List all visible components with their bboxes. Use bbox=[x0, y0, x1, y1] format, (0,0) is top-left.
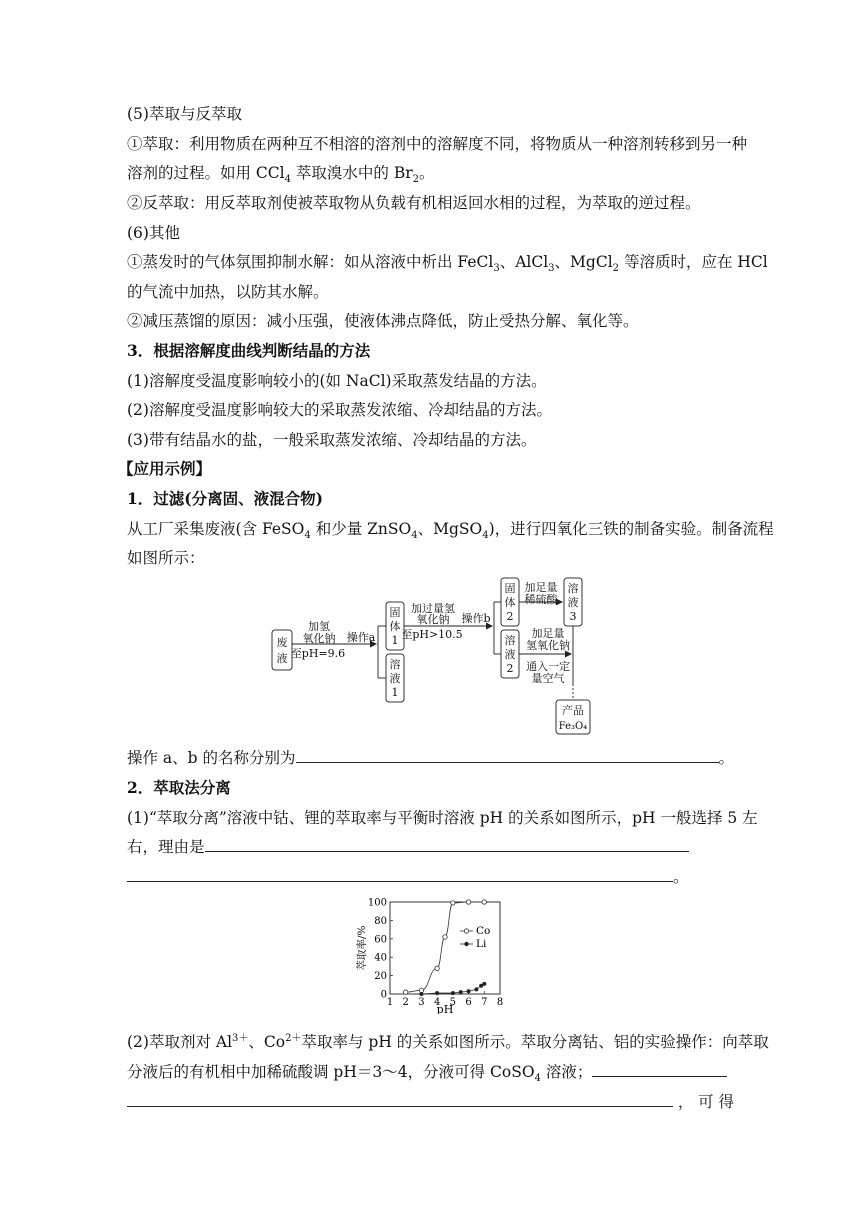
question-1-prompt: 操作 a、b 的名称分别为 。 bbox=[127, 749, 735, 767]
question-1-text-line2: 如图所示： bbox=[127, 549, 205, 567]
evaporation-line1: ①蒸发时的气体氛围抑制水解：如从溶液中析出 FeCl$_3$、AlCl$_3$、MgCl$_2$ 等溶质时，应在 HCl bbox=[127, 253, 768, 275]
back-extraction-definition: ②反萃取：用反萃取剂使被萃取物从负载有机相返回水相的过程，为萃取的逆过程。 bbox=[127, 194, 701, 212]
co-point-5 bbox=[466, 900, 470, 904]
x-tick-label-7: 7 bbox=[481, 997, 488, 1008]
step1-top-2: 氧化钠 bbox=[302, 632, 336, 645]
li-point-2 bbox=[451, 991, 455, 995]
answer-blank-q2-1a[interactable] bbox=[205, 837, 689, 852]
solution2-label-2: 液 bbox=[504, 648, 516, 661]
section-3-heading: 3．根据溶解度曲线判断结晶的方法 bbox=[127, 341, 371, 360]
step1-top-1: 加氢 bbox=[308, 620, 330, 633]
y-tick-label-20: 20 bbox=[374, 971, 387, 983]
extraction-rate-chart bbox=[350, 892, 510, 1014]
solution3-label-1: 溶 bbox=[567, 582, 579, 595]
solution2-label-1: 溶 bbox=[504, 634, 516, 647]
x-tick-label-6: 6 bbox=[465, 997, 472, 1008]
x-axis-label: pH bbox=[436, 1003, 454, 1014]
solution3-label-2: 液 bbox=[567, 596, 579, 609]
x-tick-label-2: 2 bbox=[402, 997, 409, 1008]
series-co-line bbox=[406, 902, 485, 992]
solution1-label-3: 1 bbox=[391, 686, 399, 699]
solution2-label-3: 2 bbox=[506, 662, 514, 675]
y-tick-label-80: 80 bbox=[374, 915, 387, 927]
co-point-4 bbox=[451, 901, 455, 905]
x-tick-label-5: 5 bbox=[449, 997, 457, 1008]
answer-blank-q1[interactable] bbox=[296, 748, 719, 763]
evaporation-line2: 的气流中加热，以防其水解。 bbox=[127, 283, 329, 301]
x-tick-label-3: 3 bbox=[418, 997, 425, 1008]
li-point-0 bbox=[419, 992, 423, 996]
waste-label-2: 液 bbox=[276, 652, 288, 665]
y-tick-label-40: 40 bbox=[374, 952, 387, 964]
question-2-1-line3: 。 bbox=[127, 867, 689, 887]
question-2-1-line1: (1)“萃取分离”溶液中钴、锂的萃取率与平衡时溶液 pH 的关系如图所示，pH 一般选择 5 左 bbox=[127, 809, 758, 827]
solution1-label-2: 液 bbox=[389, 672, 401, 685]
question-2-2-line3: ， 可 得 bbox=[127, 1092, 734, 1112]
y-axis-label: 萃取率/% bbox=[356, 925, 368, 971]
crystallization-item-2: (2)溶解度受温度影响较大的采取蒸发浓缩、冷却结晶的方法。 bbox=[127, 401, 552, 419]
question-2-2-line2: 分液后的有机相中加稀硫酸调 pH＝3～4，分液可得 CoSO$_4$ 溶液； bbox=[127, 1062, 727, 1082]
co-point-3 bbox=[443, 935, 447, 939]
waste-label-1: 废 bbox=[276, 636, 288, 649]
solution1-label-1: 溶 bbox=[389, 658, 401, 671]
solution3-label-3: 3 bbox=[569, 610, 577, 623]
y-tick-label-60: 60 bbox=[374, 934, 387, 946]
question-2-2-line1: (2)萃取剂对 $Al^{3+}$、$Co^{2+}$萃取率与 pH 的关系如图所示。萃取分离钴、铝的实验操作：向萃取 bbox=[127, 1032, 769, 1051]
product-label: 产品 bbox=[562, 704, 584, 717]
answer-blank-q2-1b[interactable] bbox=[127, 867, 673, 882]
step2-top-2: 氧化钠 bbox=[416, 613, 450, 626]
crystallization-item-1: (1)溶解度受温度影响较小的(如 NaCl)采取蒸发结晶的方法。 bbox=[127, 372, 547, 390]
solid2-label-3: 2 bbox=[506, 610, 514, 623]
solid1-label-3: 1 bbox=[391, 634, 399, 647]
step2-top-1: 加过量氢 bbox=[411, 602, 455, 615]
answer-blank-q2-2a[interactable] bbox=[592, 1062, 727, 1077]
solid1-label-1: 固 bbox=[389, 606, 401, 619]
x-tick-label-4: 4 bbox=[433, 997, 441, 1008]
answer-blank-q2-2b[interactable] bbox=[127, 1092, 673, 1107]
reduced-pressure-distillation: ②减压蒸馏的原因：减小压强，使液体沸点降低，防止受热分解、氧化等。 bbox=[127, 312, 639, 330]
question-1-heading: 1．过滤(分离固、液混合物) bbox=[127, 489, 323, 508]
extraction-definition-line1: ①萃取：利用物质在两种互不相溶的溶剂中的溶解度不同，将物质从一种溶剂转移到另一种 bbox=[127, 135, 748, 153]
solid2-label-1: 固 bbox=[504, 582, 516, 595]
x-tick-label-8: 8 bbox=[496, 997, 504, 1008]
operation-b-label: 操作b bbox=[461, 612, 491, 625]
step5-2: 量空气 bbox=[531, 672, 565, 685]
co-point-0 bbox=[404, 990, 408, 994]
li-point-1 bbox=[435, 991, 439, 995]
legend-li: Li bbox=[476, 938, 487, 950]
step2-bottom: 至pH>10.5 bbox=[401, 628, 463, 641]
li-point-5 bbox=[474, 987, 478, 991]
solid1-label-2: 体 bbox=[389, 620, 401, 633]
section-5-heading: (5)萃取与反萃取 bbox=[127, 105, 242, 123]
step3-1: 加足量 bbox=[524, 581, 558, 594]
question-1-text-line1: 从工厂采集废液(含 FeSO$_4$ 和少量 ZnSO$_4$、MgSO$_4$)，进行四氧化三铁的制备实验。制备流程 bbox=[127, 520, 774, 542]
co-point-6 bbox=[482, 900, 486, 904]
legend bbox=[460, 925, 490, 950]
solid2-label-2: 体 bbox=[504, 596, 516, 609]
li-point-3 bbox=[459, 990, 463, 994]
y-tick-label-100: 100 bbox=[367, 897, 387, 909]
step5-1: 通入一定 bbox=[526, 660, 570, 673]
y-tick-label-0: 0 bbox=[380, 989, 387, 1001]
preparation-flow-diagram bbox=[268, 574, 598, 738]
step1-bottom: 至pH=9.6 bbox=[290, 647, 346, 660]
x-tick-label-1: 1 bbox=[386, 997, 394, 1008]
question-2-1-line2: 右，理由是 bbox=[127, 837, 689, 857]
co-point-2 bbox=[435, 966, 439, 970]
step4-2: 氢氧化钠 bbox=[526, 639, 570, 652]
product-formula: Fe₃O₄ bbox=[558, 721, 588, 732]
step3-2: 稀硫酸 bbox=[524, 593, 558, 606]
question-2-heading: 2．萃取法分离 bbox=[127, 778, 231, 797]
example-heading: 【应用示例】 bbox=[118, 459, 212, 478]
operation-a-label: 操作a bbox=[346, 631, 376, 644]
extraction-definition-line2: 溶剂的过程。如用 CCl$_4$ 萃取溴水中的 $Br_2$。 bbox=[127, 164, 435, 186]
section-6-heading: (6)其他 bbox=[127, 224, 180, 242]
li-point-7 bbox=[482, 982, 486, 986]
li-point-4 bbox=[467, 989, 471, 993]
step4-1: 加足量 bbox=[531, 627, 565, 640]
legend-co: Co bbox=[476, 925, 491, 937]
co-point-1 bbox=[419, 988, 423, 992]
crystallization-item-3: (3)带有结晶水的盐，一般采取蒸发浓缩、冷却结晶的方法。 bbox=[127, 431, 537, 449]
